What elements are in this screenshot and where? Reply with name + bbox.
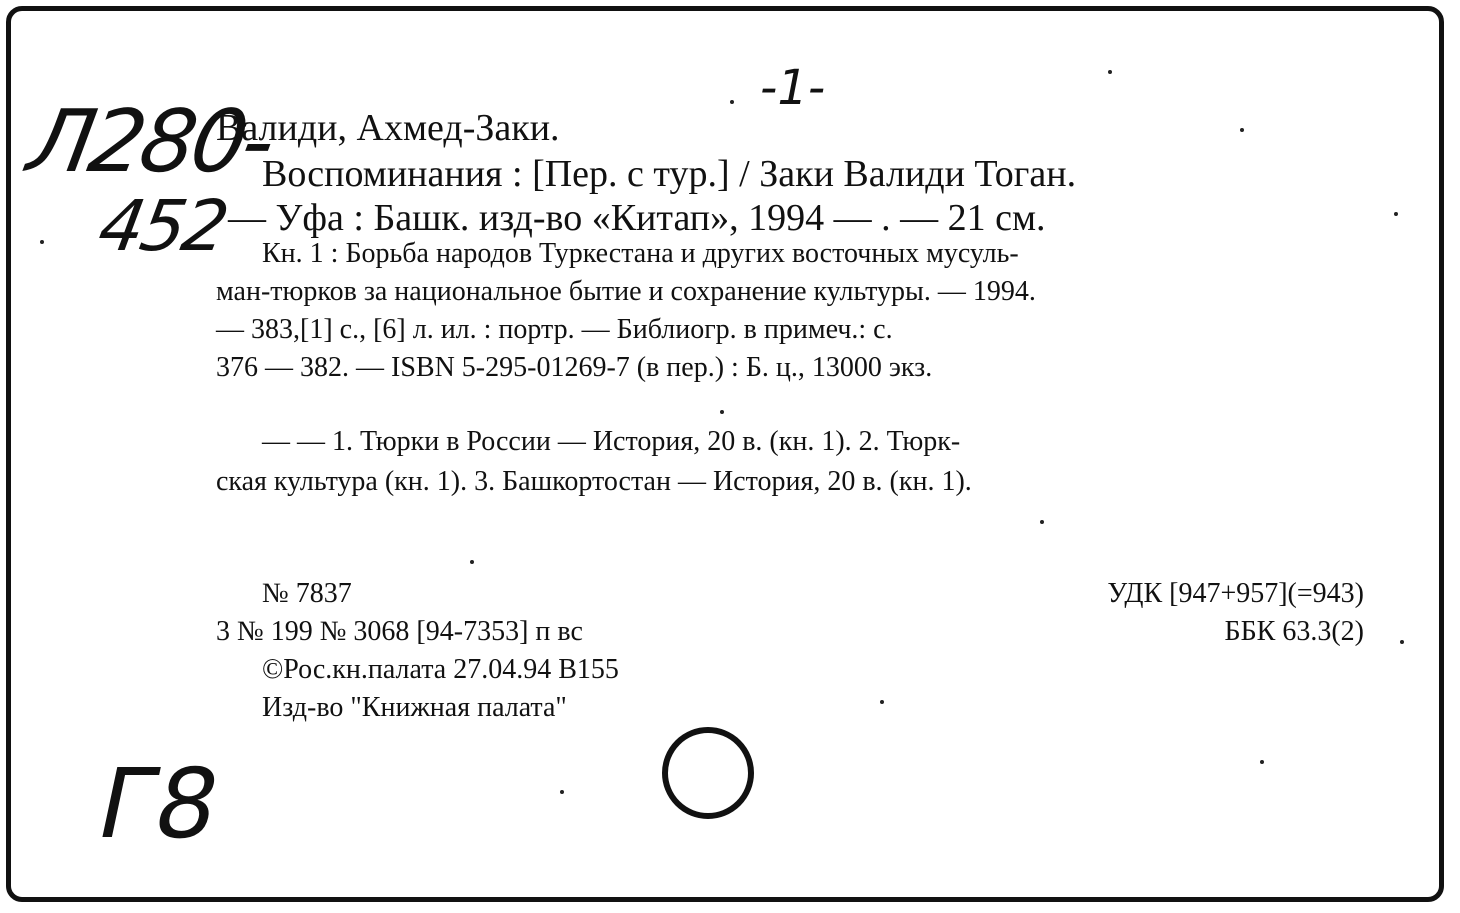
subjects-line-1: — — 1. Тюрки в России — История, 20 в. (кн. 1). 2. Тюрк- [262, 426, 961, 457]
speck [1400, 640, 1404, 644]
part-line-2: ман-тюрков за национальное бытие и сохранение культуры. — 1994. [216, 276, 1036, 307]
part-line-1: Кн. 1 : Борьба народов Туркестана и других восточных мусуль- [262, 238, 1019, 269]
speck [1040, 520, 1044, 524]
udk-code: УДК [947+957](=943) [1107, 578, 1364, 609]
speck [40, 240, 44, 244]
part-line-4: 376 — 382. — ISBN 5-295-01269-7 (в пер.) : Б. ц., 13000 экз. [216, 352, 933, 383]
speck [1260, 760, 1264, 764]
title-line-1: Воспоминания : [Пер. с тур.] / Заки Валиди Тоган. [262, 153, 1077, 195]
footer-left-line-2: 3 № 199 № 3068 [94-7353] п вс [216, 616, 583, 647]
speck [1108, 70, 1112, 74]
part-line-3: — 383,[1] с., [6] л. ил. : портр. — Библиогр. в примеч.: с. [216, 314, 893, 345]
speck [880, 700, 884, 704]
handwritten-shelfmark-line2: 452 [92, 185, 232, 267]
speck [470, 560, 474, 564]
speck [1394, 212, 1398, 216]
speck [730, 100, 734, 104]
bbk-code: ББК 63.3(2) [1224, 616, 1364, 647]
subjects-line-2: ская культура (кн. 1). 3. Башкортостан — История, 20 в. (кн. 1). [216, 466, 972, 497]
speck [1240, 128, 1244, 132]
title-line-2: — Уфа : Башк. изд-во «Китап», 1994 — . — 21 см. [228, 197, 1046, 239]
handwritten-card-number: -1- [760, 60, 826, 116]
author-heading: Валиди, Ахмед-Заки. [216, 107, 560, 149]
speck [560, 790, 564, 794]
handwritten-mark-bottom: Г8 [88, 748, 228, 860]
footer-left-line-4: Изд-во "Книжная палата" [262, 692, 567, 723]
speck [720, 410, 724, 414]
punch-hole [662, 727, 754, 819]
handwritten-shelfmark-line1: Л280- [21, 92, 279, 192]
footer-left-line-3: ©Рос.кн.палата 27.04.94 В155 [262, 654, 619, 685]
footer-left-line-1: № 7837 [262, 578, 352, 609]
